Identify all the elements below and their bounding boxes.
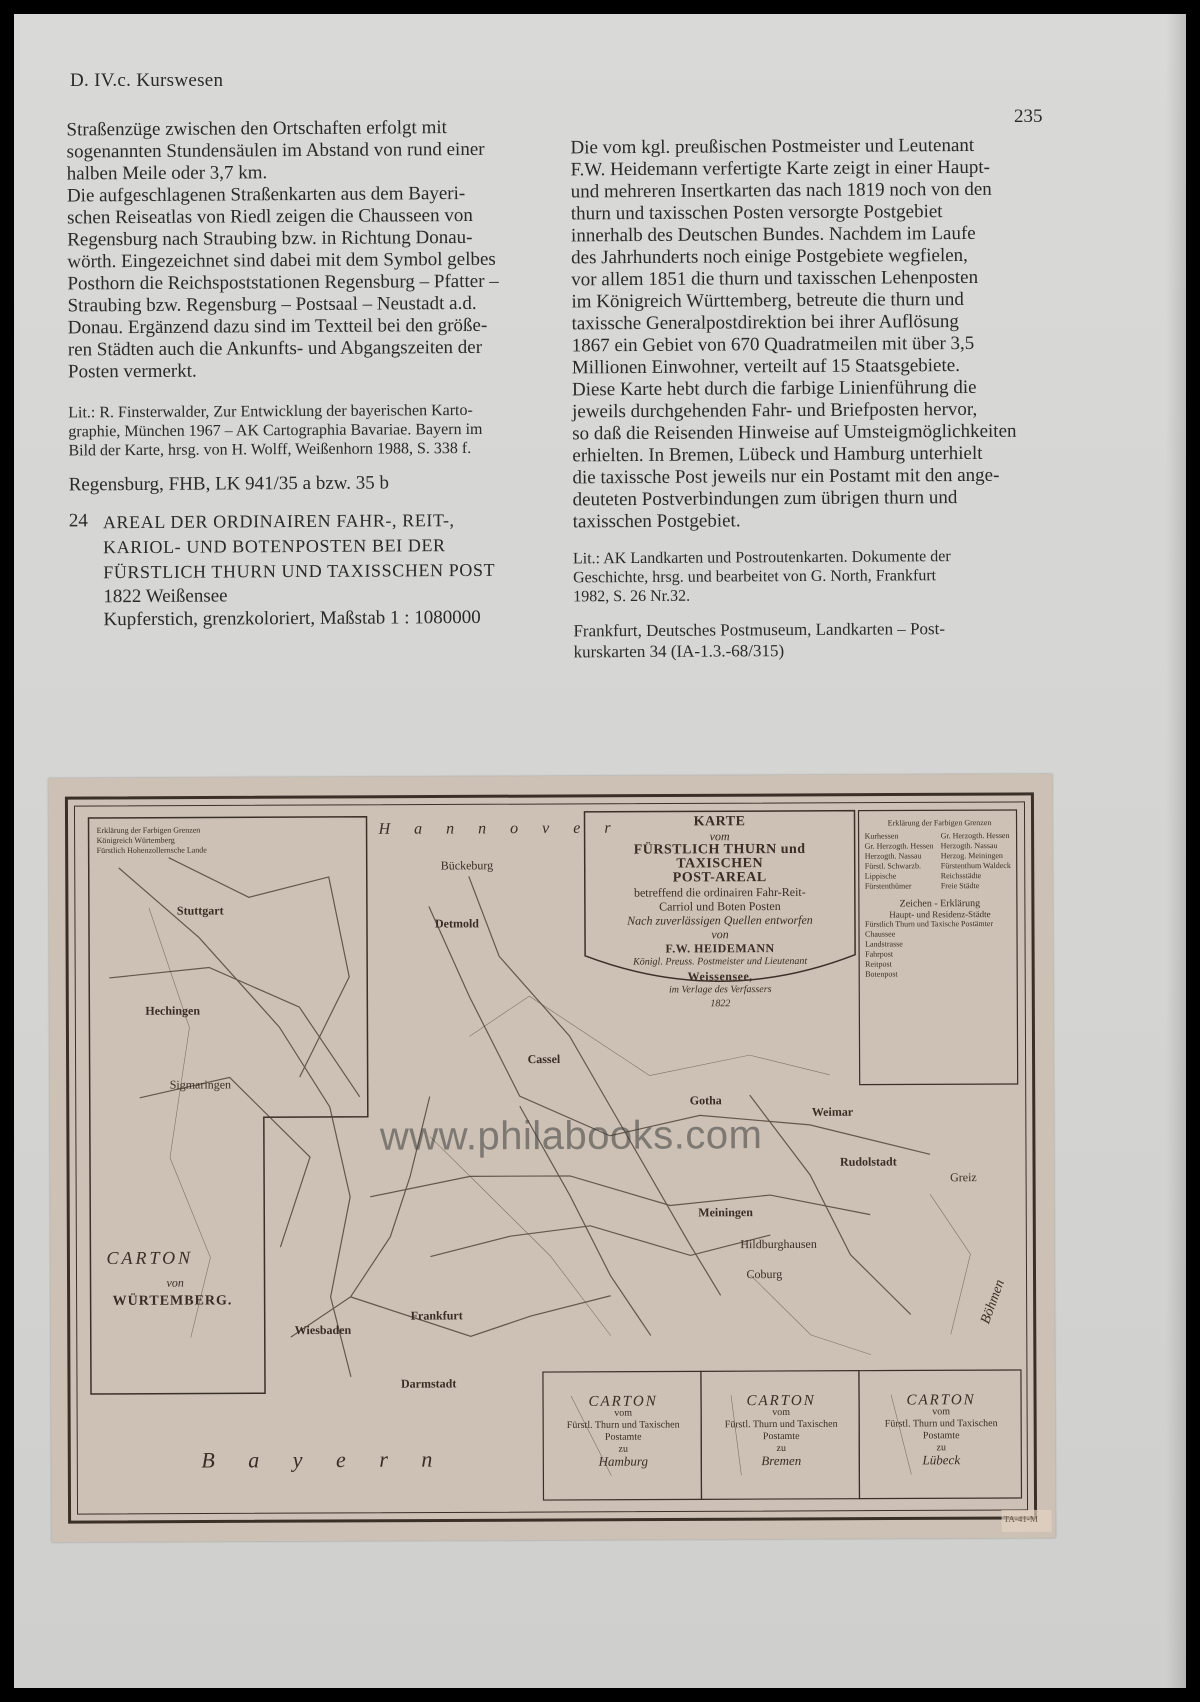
place-label: Coburg: [746, 1266, 783, 1282]
inset-city: Bremen: [761, 1452, 802, 1469]
legend-item: Herzogth. Nassau: [864, 851, 922, 861]
body-line: taxissche Generalpostdirektion bei ihrer Auflösung: [571, 311, 959, 335]
inset-lubeck: [871, 1394, 1011, 1467]
body-line: thurn und taxisschen Posten versorgte Postgebiet: [570, 201, 943, 225]
legend-signs-sub: Haupt- und Residenz-Städte: [889, 909, 991, 920]
body-line: Posten vermerkt.: [67, 360, 197, 383]
body-line: taxisschen Postgebiet.: [572, 510, 741, 533]
legend-sign: Reitpost: [865, 959, 892, 969]
legend-item: Fürstl. Schwarzb.: [864, 861, 921, 871]
inset-von: vom: [614, 1407, 633, 1419]
cartouche-line: Nach zuverlässigen Quellen entworfen: [627, 912, 813, 928]
literature-line: graphie, München 1967 – AK Cartographia Bavariae. Bayern im: [68, 420, 483, 441]
place-label: Weimar: [811, 1104, 854, 1119]
cartouche-line: von: [711, 927, 729, 942]
legend-item: Gr. Herzogth. Hessen: [940, 831, 1010, 841]
legend-item: Kurhessen: [864, 831, 899, 841]
literature-line: Lit.: AK Landkarten und Postroutenkarten. Dokumente der: [572, 548, 951, 568]
body-line: jeweils durchgehenden Fahr- und Briefposten hervor,: [572, 398, 978, 423]
watermark: www.philabooks.com: [379, 1113, 763, 1159]
page-edge-shadow: [1166, 14, 1186, 1688]
cartouche-line: FÜRSTLICH THURN und TAXISCHEN: [633, 841, 806, 872]
place-label: Darmstadt: [400, 1376, 457, 1391]
legend-item: Herzogth. Nassau: [940, 841, 998, 851]
legend-item: Fürstenthümer: [864, 881, 912, 891]
place-label: Meiningen: [698, 1205, 753, 1220]
inset-von: vom: [772, 1406, 791, 1419]
place-label: Frankfurt: [410, 1308, 463, 1323]
body-line: vor allem 1851 die thurn und taxisschen Lehenposten: [571, 266, 979, 291]
place-label: Bückeburg: [440, 858, 494, 873]
body-line: Straßenzüge zwischen den Ortschaften erfolgt mit: [66, 117, 447, 141]
place-label: Gotha: [689, 1093, 722, 1108]
legend-item: Lippische: [864, 871, 897, 881]
body-line: und mehreren Insertkarten das nach 1819 noch von den: [570, 178, 992, 203]
inset-bremen: [711, 1392, 851, 1469]
cartouche-line: im Verlage des Verfassers: [668, 984, 772, 996]
map-title-cartouche: [589, 815, 852, 1012]
inset-zu: zu: [618, 1443, 629, 1455]
inset-title: CARTON: [746, 1392, 816, 1410]
inset-hamburg: [553, 1395, 693, 1468]
literature-line: Geschichte, hrsg. und bearbeitet von G. North, Frankfurt: [573, 567, 937, 587]
inset-zu: zu: [776, 1442, 787, 1455]
literature-line: Bild der Karte, hrsg. von H. Wolff, Weißenhorn 1988, S. 338 f.: [68, 439, 472, 460]
cartouche-line: POST-AREAL: [672, 870, 767, 886]
place-label: Greiz: [950, 1170, 977, 1185]
book-page-photo: [14, 14, 1186, 1688]
inset-city: Hamburg: [598, 1453, 649, 1469]
map-legend: [865, 818, 1016, 980]
inset-city: Lübeck: [922, 1452, 961, 1468]
inset-carton-region: WÜRTEMBERG.: [112, 1293, 233, 1309]
body-line: schen Reiseatlas von Riedl zeigen die Chausseen von: [66, 204, 473, 229]
cartouche-line: KARTE: [693, 814, 746, 830]
cartouche-line: vom: [709, 829, 730, 844]
legend-title: Erklärung der Farbigen Grenzen: [96, 825, 201, 835]
literature-line: 1982, S. 26 Nr.32.: [573, 587, 691, 606]
body-line: so daß die Reisenden Hinweise auf Umsteigmöglichkeiten: [572, 420, 1017, 445]
inset-title: CARTON: [588, 1393, 658, 1410]
legend-item: Gr. Herzogth. Hessen: [864, 841, 934, 851]
archive-stamp: TA-41-M: [1003, 1513, 1038, 1525]
body-line: Straubing bzw. Regensburg – Postsaal – Neustadt a.d.: [67, 292, 477, 317]
legend-item: Königreich Würtemberg: [96, 835, 175, 845]
catalog-technique: Kupferstich, grenzkoloriert, Maßstab 1 : 1080000: [103, 606, 481, 631]
legend-item: Reichsstädte: [940, 871, 982, 881]
place-label: Hechingen: [145, 1003, 201, 1018]
legend-sign: Fürstlich Thurn und Taxische Postämter: [864, 919, 994, 929]
place-label: Sigmaringen: [169, 1077, 232, 1092]
inset-legend: [97, 825, 257, 856]
body-line: im Königreich Württemberg, betreute die thurn und: [571, 288, 964, 313]
legend-title: Erklärung der Farbigen Grenzen: [887, 818, 992, 828]
region-label: H a n n o v e r: [378, 819, 621, 838]
running-head: D. IV.c. Kurswesen: [70, 70, 224, 91]
place-label: Cassel: [527, 1051, 561, 1067]
place-label: Detmold: [434, 916, 480, 931]
inset-title: CARTON: [906, 1392, 976, 1409]
body-line: des Jahrhunderts noch einige Postgebiete wegfielen,: [571, 244, 968, 269]
book-page: [14, 14, 1186, 1688]
catalog-entry: [69, 508, 540, 632]
body-line: F.W. Heidemann verfertigte Karte zeigt in einer Haupt-: [570, 156, 990, 181]
cartouche-line: Carriol und Boten Posten: [659, 898, 781, 914]
legend-item: Fürstlich Hohenzollernsche Lande: [96, 845, 207, 855]
inset-carton-title: CARTON: [106, 1247, 194, 1268]
body-line: Die vom kgl. preußischen Postmeister und Leutenant: [570, 134, 975, 159]
literature-line: Lit.: R. Finsterwalder, Zur Entwicklung der bayerischen Karto-: [68, 401, 473, 422]
cartouche-line: Weissensee,: [687, 969, 753, 984]
left-column: [66, 117, 539, 632]
legend-item: Fürstenthum Waldeck: [940, 860, 1011, 871]
cartouche-line: 1822: [710, 998, 731, 1010]
legend-item: Freie Städte: [940, 881, 980, 891]
legend-sign: Chaussee: [865, 929, 896, 939]
legend-sign: Botenpost: [865, 969, 898, 979]
body-line: ren Städten auch die Ankunfts- und Abgangszeiten der: [67, 336, 483, 361]
catalog-date: 1822 Weißensee: [103, 585, 228, 608]
inset-carton-von: von: [166, 1275, 184, 1290]
body-line: deuteten Postverbindungen zum übrigen thurn und: [572, 487, 958, 511]
historical-map: [48, 774, 1055, 1542]
catalog-title-line: KARIOL- UND BOTENPOSTEN BEI DER: [102, 535, 446, 558]
holding-location-line: kurskarten 34 (IA-1.3.-68/315): [573, 641, 785, 662]
catalog-title-line: FÜRSTLICH THURN UND TAXISSCHEN POST: [103, 559, 496, 583]
body-line: innerhalb des Deutschen Bundes. Nachdem im Laufe: [570, 222, 976, 247]
page-number: 235: [1014, 106, 1043, 127]
inset-desc: Fürstl. Thurn und Taxischen Postamte: [884, 1418, 998, 1442]
catalog-title-line: AREAL DER ORDINAIREN FAHR-, REIT-,: [102, 510, 455, 533]
cartouche-line: Königl. Preuss. Postmeister und Lieutenant: [633, 955, 808, 968]
catalog-number: 24: [68, 510, 88, 532]
body-line: Posthorn die Reichspoststationen Regensburg – Pfatter –: [67, 270, 499, 295]
inset-desc: Fürstl. Thurn und Taxischen Postamte: [566, 1419, 680, 1443]
cartouche-line: F.W. HEIDEMANN: [665, 941, 775, 956]
body-line: sogenannten Stundensäulen im Abstand von rund einer: [66, 138, 485, 163]
place-label: Hildburghausen: [740, 1236, 817, 1252]
body-line: Die aufgeschlagenen Straßenkarten aus dem Bayeri-: [66, 183, 466, 207]
body-line: erhielten. In Bremen, Lübeck und Hamburg unterhielt: [572, 442, 983, 467]
body-line: Donau. Ergänzend dazu sind im Textteil bei den größe-: [67, 314, 488, 339]
inset-von: vom: [932, 1406, 951, 1418]
body-line: wörth. Eingezeichnet sind dabei mit dem Symbol gelbes: [67, 248, 496, 273]
region-label: B a y e r n: [201, 1446, 447, 1473]
legend-item: Herzog. Meiningen: [940, 851, 1003, 861]
body-line: halben Meile oder 3,7 km.: [66, 162, 268, 185]
cartouche-line: betreffend die ordinairen Fahr-Reit-: [633, 884, 806, 900]
body-line: Millionen Einwohner, verteilt auf 15 Staatsgebiete.: [571, 355, 960, 379]
legend-signs-title: Zeichen - Erklärung: [899, 898, 981, 910]
body-line: Diese Karte hebt durch die farbige Linienführung die: [571, 376, 977, 401]
legend-sign: Fahrpost: [865, 949, 894, 959]
inset-desc: Fürstl. Thurn und Taxischen Postamte: [724, 1418, 838, 1443]
legend-sign: Landstrasse: [865, 939, 903, 949]
right-column: [570, 135, 1029, 663]
place-label: Rudolstadt: [839, 1154, 897, 1169]
body-line: die taxissche Post jeweils nur ein Postamt mit den ange-: [572, 464, 1000, 489]
inset-zu: zu: [936, 1442, 947, 1454]
body-line: 1867 ein Gebiet von 670 Quadratmeilen mit über 3,5: [571, 332, 975, 357]
holding-location: Regensburg, FHB, LK 941/35 a bzw. 35 b: [68, 472, 390, 496]
place-label: Böhmen: [978, 1277, 1008, 1327]
place-label: Wiesbaden: [294, 1322, 352, 1338]
place-label: Stuttgart: [176, 903, 224, 918]
holding-location-line: Frankfurt, Deutsches Postmuseum, Landkarten – Post-: [573, 619, 946, 641]
body-line: Regensburg nach Straubing bzw. in Richtung Donau-: [67, 226, 473, 251]
